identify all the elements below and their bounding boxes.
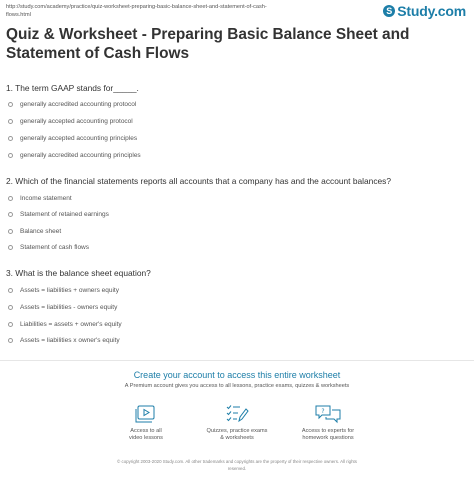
create-account-heading[interactable]: Create your account to access this entire worksheet bbox=[133, 370, 341, 380]
premium-description: A Premium account gives you access to all lessons, practice exams, quizzes & worksheets bbox=[124, 383, 350, 389]
radio-button-icon[interactable] bbox=[8, 338, 13, 343]
answer-option[interactable] bbox=[8, 321, 122, 328]
answer-option[interactable] bbox=[8, 304, 117, 311]
radio-button-icon[interactable] bbox=[8, 212, 13, 217]
copyright-line: reserved. bbox=[227, 465, 247, 471]
answer-option-label: Statement of cash flows bbox=[20, 244, 90, 251]
chat-experts-icon bbox=[315, 404, 341, 424]
copyright-footer bbox=[0, 459, 474, 472]
radio-button-icon[interactable] bbox=[8, 119, 13, 124]
quiz-checklist-icon bbox=[225, 404, 249, 424]
radio-button-icon[interactable] bbox=[8, 288, 13, 293]
feature-label bbox=[283, 428, 373, 443]
feature-quizzes bbox=[192, 404, 282, 443]
radio-button-icon[interactable] bbox=[8, 245, 13, 250]
page-title bbox=[6, 25, 446, 63]
feature-label-line: homework questions bbox=[302, 435, 354, 442]
page-title-line: Statement of Cash Flows bbox=[6, 45, 190, 62]
answer-option-label: Assets = liabilities + owners equity bbox=[20, 287, 119, 294]
answer-option-label: Income statement bbox=[20, 195, 72, 202]
answer-option-label: generally accepted accounting principles bbox=[20, 135, 138, 142]
feature-label-line: Access to all bbox=[130, 428, 162, 434]
answer-option[interactable] bbox=[8, 228, 61, 235]
feature-label-line: video lessons bbox=[129, 435, 163, 442]
page-url-line: flows.html bbox=[6, 11, 31, 18]
feature-label-line: Access to experts for bbox=[301, 428, 355, 434]
feature-experts bbox=[283, 404, 373, 443]
answer-option[interactable] bbox=[8, 211, 109, 218]
answer-option[interactable] bbox=[8, 195, 72, 202]
answer-option[interactable] bbox=[8, 135, 137, 142]
answer-option-label: Assets = liabilities x owner's equity bbox=[20, 337, 120, 344]
svg-text:?: ? bbox=[321, 408, 325, 415]
feature-video-lessons bbox=[101, 404, 191, 443]
radio-button-icon[interactable] bbox=[8, 305, 13, 310]
answer-option-label: generally accredited accounting principles bbox=[20, 152, 141, 159]
answer-option[interactable] bbox=[8, 152, 141, 159]
feature-label bbox=[101, 428, 191, 443]
answer-option-label: Liabilities = assets + owner's equity bbox=[20, 321, 122, 328]
radio-button-icon[interactable] bbox=[8, 102, 13, 107]
answer-option[interactable] bbox=[8, 118, 133, 125]
answer-option[interactable] bbox=[8, 337, 120, 344]
question-2-text: 2. Which of the financial statements reports all accounts that a company has and the account balances? bbox=[6, 176, 392, 186]
answer-option-label: Statement of retained earnings bbox=[20, 211, 109, 218]
study-logo-text: Study.com bbox=[397, 3, 466, 19]
question-3-text: 3. What is the balance sheet equation? bbox=[6, 268, 151, 278]
copyright-line: © copyright 2003-2020 Study.com. All other trademarks and copyrights are the property of their respective owners. All rights bbox=[117, 459, 357, 464]
study-logo-icon: S bbox=[383, 5, 395, 17]
answer-option-label: generally accredited accounting protocol bbox=[20, 101, 137, 108]
feature-label-line: Quizzes, practice exams bbox=[206, 428, 268, 434]
section-divider bbox=[0, 360, 474, 361]
answer-option[interactable] bbox=[8, 287, 119, 294]
video-lesson-icon bbox=[135, 404, 157, 424]
answer-option-label: Balance sheet bbox=[20, 228, 62, 235]
answer-option[interactable] bbox=[8, 101, 136, 108]
page-title-line: Quiz & Worksheet - Preparing Basic Balance Sheet and bbox=[6, 26, 410, 43]
radio-button-icon[interactable] bbox=[8, 229, 13, 234]
page-url bbox=[6, 4, 336, 19]
question-1-text: 1. The term GAAP stands for_____. bbox=[6, 83, 139, 93]
radio-button-icon[interactable] bbox=[8, 196, 13, 201]
feature-label bbox=[192, 428, 282, 443]
radio-button-icon[interactable] bbox=[8, 136, 13, 141]
answer-option-label: Assets = liabilities - owners equity bbox=[20, 304, 118, 311]
study-logo bbox=[383, 3, 466, 19]
answer-option-label: generally accepted accounting protocol bbox=[20, 118, 133, 125]
radio-button-icon[interactable] bbox=[8, 322, 13, 327]
page-url-line: http://study.com/academy/practice/quiz-worksheet-preparing-basic-balance-sheet-and-statement-of-cash- bbox=[6, 4, 267, 10]
radio-button-icon[interactable] bbox=[8, 153, 13, 158]
feature-label-line: & worksheets bbox=[220, 435, 254, 442]
answer-option[interactable] bbox=[8, 244, 89, 251]
